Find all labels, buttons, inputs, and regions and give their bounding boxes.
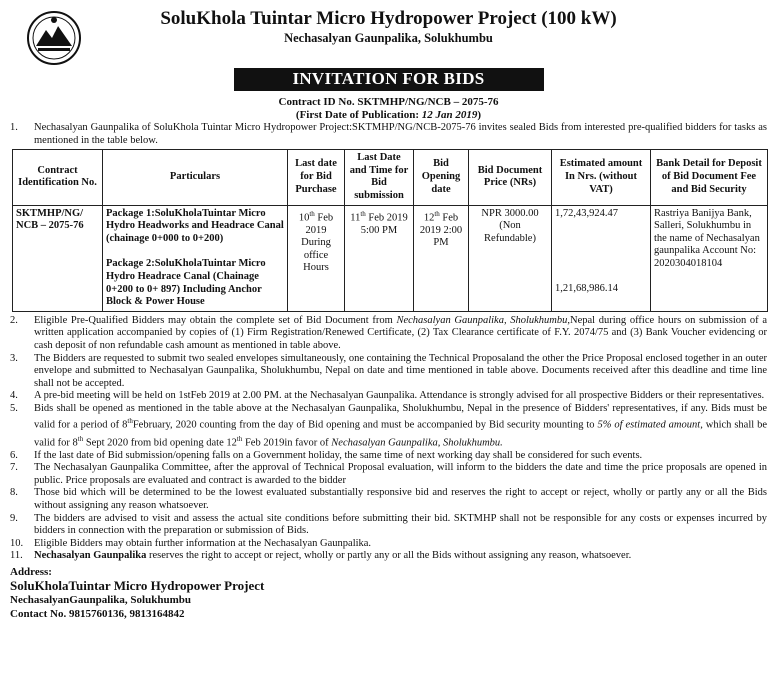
cell-last-purchase: 10th Feb 2019 During office Hours [288, 205, 345, 311]
col-opening: Bid Opening date [414, 150, 469, 205]
table-header-row [13, 150, 768, 205]
address-contact: Contact No. 9815760136, 9813164842 [10, 608, 185, 620]
col-estimated: Estimated amount In Nrs. (without VAT) [552, 150, 651, 205]
address-name: SoluKholaTuintar Micro Hydropower Project [10, 578, 265, 593]
col-last-submission: Last Date and Time for Bid submission [345, 150, 414, 205]
list-item: 4. A pre-bid meeting will be held on 1stFeb 2019 at 2.00 PM. at the Nechasalyan Gaunpalika. Attendance is strongly advised for all prospective Bidders or their representatives. [10, 390, 765, 402]
package-2: Package 2:SoluKholaTuintar Micro Hydro Headrace Canal (Chainage 0+200 to 0+ 897) Including Anchor Block & Power House [106, 258, 266, 308]
list-item: 7. The Nechasalyan Gaunpalika Committee, after the approval of Technical Proposal evaluation, will inform to the bidders the date and time the price proposals are opened in public. Price proposals are evaluated and contract is awarded to the bidder [10, 462, 767, 486]
intro-paragraph: 1. Nechasalyan Gaunpalika of SoluKhola Tuintar Micro Hydropower Project:SKTMHP/NG/NCB-2075-76 invites sealed Bids from interested pre-qualified bidders for tasks as mentioned in the table below. [10, 122, 767, 146]
bids-table [12, 149, 768, 312]
estimate-package-1: 1,72,43,924.47 [555, 207, 618, 219]
col-bank: Bank Detail for Deposit of Bid Document Fee and Bid Security [651, 150, 768, 205]
publication-date: 12 Jan 2019 [421, 109, 478, 121]
cell-opening: 12th Feb 2019 2:00 PM [414, 205, 469, 311]
list-item: 8. Those bid which will be determined to be the lowest evaluated substantially responsive bid and reserves the right to accept or reject, wholly or partly any or all the Bids without assigning any reason whatsoever. [10, 487, 767, 512]
list-item: 9. The bidders are advised to visit and assess the actual site conditions before submitting their bid. SKTMHP shall not be responsible for any costs or expenses incurred by bidders in connection with the preparation or submission of Bids. [10, 512, 767, 537]
contract-info [10, 96, 767, 122]
col-particulars: Particulars [103, 150, 288, 205]
address-label: Address: [10, 566, 52, 578]
conditions-list [10, 315, 767, 563]
list-item: 10. Eligible Bidders may obtain further information at the Nechasalyan Gaunpalika. [10, 537, 372, 549]
estimate-package-2: 1,21,68,986.14 [555, 283, 618, 295]
address-location: NechasalyanGaunpalika, Solukhumbu [10, 594, 191, 606]
municipality-logo-icon [24, 10, 84, 66]
publication-date-line: (First Date of Publication: 12 Jan 2019) [295, 109, 482, 121]
table-row [13, 205, 768, 311]
cell-bank: Rastriya Banijya Bank, Salleri, Solukhumbu in the name of Nechasalyan gaunpalika Account No: 2020304018104 [651, 205, 768, 311]
list-item: 3. The Bidders are requested to submit two sealed envelopes simultaneously, one containing the Technical Proposaland the other the Price Proposal enclosed together in an outer envelope and submitted to Nechasalyan Gaunpalika, Sholukhumbu, Nepal on date and time mentioned in table above. Documents received after this deadline and time line shall not be accepted. [10, 352, 767, 389]
col-last-purchase: Last date for Bid Purchase [288, 150, 345, 205]
col-price: Bid Document Price (NRs) [469, 150, 552, 205]
cell-last-submission: 11th Feb 2019 5:00 PM [345, 205, 414, 311]
list-item: 11. Nechasalyan Gaunpalika reserves the right to accept or reject, wholly or partly any or all the Bids without assigning any reason, whatsoever. [10, 550, 632, 562]
cell-price: NPR 3000.00 (Non Refundable) [469, 205, 552, 311]
invitation-banner: INVITATION FOR BIDS [234, 68, 544, 91]
list-item: 5. Bids shall be opened as mentioned in the table above at the Nechasalyan Gaunpalika, Sholukhumbu, Nepal in the presence of Bidders' representatives, if any. Bids must be valid for a period of 8thFebruary, 2020 counting from the day of Bid opening and must be accompanied by Bid security mounting to 5% of estimated amount, which shall be valid for 8th Sept 2020 from bid opening date 12th Feb 2019in favor of Nechasalyan Gaunpalika, Sholukhumbu. [10, 402, 767, 449]
header [10, 8, 767, 64]
contract-id: Contract ID No. SKTMHP/NG/NCB – 2075-76 [278, 96, 499, 108]
cell-estimated [552, 205, 651, 311]
list-item: 6. If the last date of Bid submission/opening falls on a Government holiday, the same time of next working day shall be considered for such events. [10, 449, 643, 461]
col-contract: Contract Identification No. [13, 150, 103, 205]
list-item: 2. Eligible Pre-Qualified Bidders may obtain the complete set of Bid Document from Nechasalyan Gaunpalika, Sholukhumbu,Nepal during office hours on submission of a written application accompanied by copies of (1) Firm Registration/Renewed Certificate, (2) Tax Clearance certificate of F.Y. 2074/75 and (3) Bank Voucher evidencing or cash deposit of non refundable cash amount as mentioned in table above. [10, 314, 767, 351]
package-1: Package 1:SoluKholaTuintar Micro Hydro Headworks and Headrace Canal (chainage 0+000 to 0+200) [106, 207, 284, 244]
address-block [10, 565, 767, 621]
cell-contract-id: SKTMHP/NG/ NCB – 2075-76 [13, 205, 103, 311]
project-title: SoluKhola Tuintar Micro Hydropower Project (100 kW) [160, 8, 617, 29]
project-subtitle: Nechasalyan Gaunpalika, Solukhumbu [284, 31, 493, 45]
cell-particulars [103, 205, 288, 311]
